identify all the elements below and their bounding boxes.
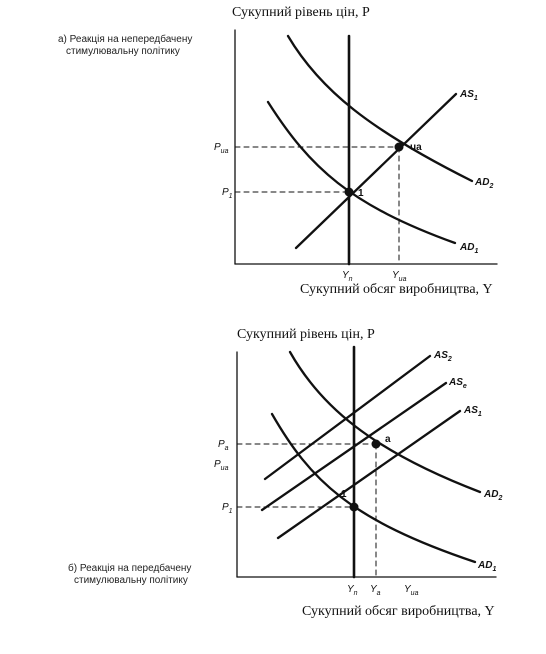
panel-b-point-1-label: 1 <box>341 489 347 500</box>
panel-a-ad1-label: $AD_1$ <box>460 242 479 255</box>
panel-b-ase-label: $AS_e$ <box>449 377 467 390</box>
price-axis-title-b: Сукупний рівень цін, P <box>237 327 375 342</box>
panel-b-point-a-label: a <box>385 434 391 445</box>
panel-b-as1-label: $AS_1$ <box>464 405 482 418</box>
caption-a-line-1: а) Реакція на непередбачену <box>58 34 193 45</box>
output-axis-title-a: Сукупний обсяг виробництва, Y <box>300 282 493 297</box>
panel-a-yn-tick: $Y_n$ <box>342 270 353 283</box>
panel-b-as2-curve <box>265 356 430 479</box>
panel-b-pa-tick: $P_a$ <box>218 439 229 452</box>
panel-a-equilibrium-point-ua <box>395 143 404 152</box>
output-axis-title-b: Сукупний обсяг виробництва, Y <box>302 604 495 619</box>
panel-b-labels <box>214 350 502 597</box>
panel-b-yua-tick: $Y_{ua}$ <box>404 584 419 597</box>
price-axis-title-a: Сукупний рівень цін, P <box>232 5 370 20</box>
panel-a-as1-label: $AS_1$ <box>460 89 478 102</box>
panel-b-pua-tick: $P_{ua}$ <box>214 459 229 472</box>
caption-b-line-1: б) Реакція на передбачену <box>68 563 192 574</box>
panel-b-as1-curve <box>278 411 460 538</box>
panel-a-p1-tick: $P_1$ <box>222 187 233 200</box>
panel-a-ad2-curve <box>288 36 472 181</box>
panel-b-equilibrium-point-a <box>372 440 381 449</box>
panel-b-ya-tick: $Y_a$ <box>370 584 381 597</box>
panel-b-ad2-label: $AD_2$ <box>484 489 503 502</box>
panel-a-yua-tick: $Y_{ua}$ <box>392 270 407 283</box>
panel-b-ad1-curve <box>272 414 475 562</box>
caption-b-line-2: стимулювальну політику <box>74 575 188 586</box>
panel-b-yn-tick: $Y_n$ <box>347 584 358 597</box>
panel-a-point-ua-label: ua <box>410 142 422 153</box>
panel-b-p1-tick: $P_1$ <box>222 502 233 515</box>
panel-b-ad1-label: $AD_1$ <box>478 560 497 573</box>
panel-a-point-1-label: 1 <box>358 188 364 199</box>
panel-a-ad2-label: $AD_2$ <box>475 177 494 190</box>
caption-a-line-2: стимулювальну політику <box>66 46 180 57</box>
panel-a-labels <box>214 89 493 283</box>
panel-a-as1-curve <box>296 94 456 248</box>
panel-a-equilibrium-point-1 <box>345 188 354 197</box>
panel-a-pua-tick: $P_{ua}$ <box>214 142 229 155</box>
panel-b-equilibrium-point-1 <box>350 503 359 512</box>
panel-b-as2-label: $AS_2$ <box>434 350 452 363</box>
panel-a <box>235 30 497 264</box>
